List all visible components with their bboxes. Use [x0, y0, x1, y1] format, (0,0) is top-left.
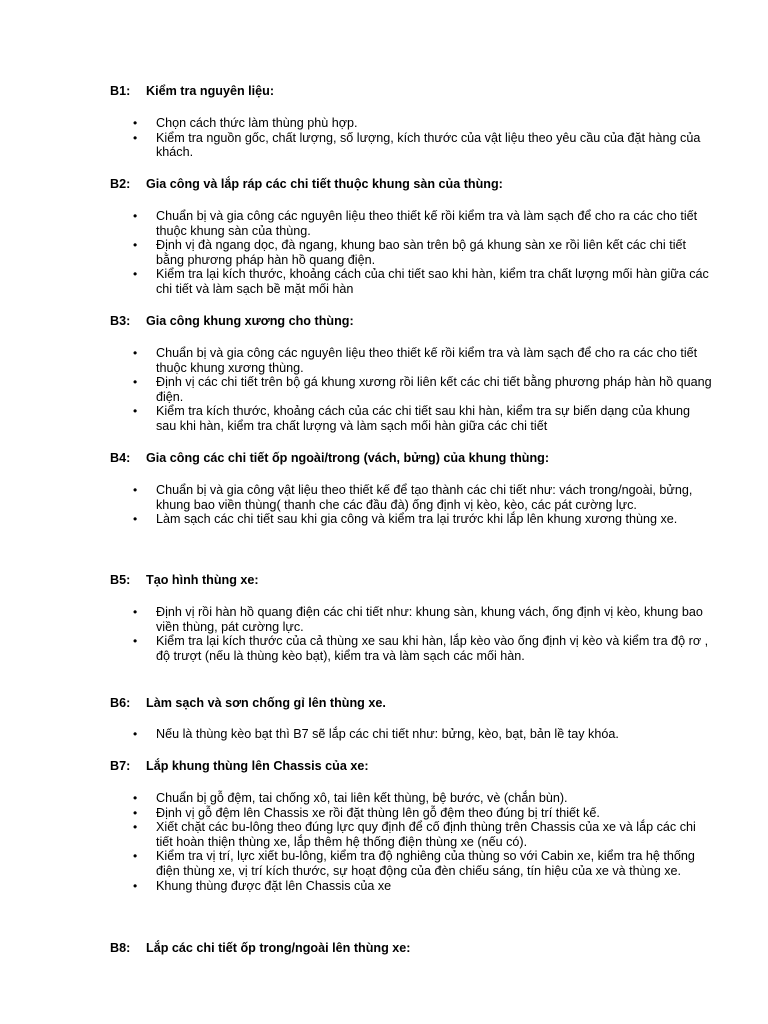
bullet-icon: •: [133, 849, 138, 864]
list-item: [110, 375, 712, 404]
step-b7: [110, 759, 710, 893]
step-heading: [110, 759, 710, 774]
step-b8: [110, 941, 710, 956]
bullet-icon: •: [133, 820, 138, 835]
bullet-icon: •: [133, 238, 138, 253]
step-code: B3:: [110, 314, 131, 328]
list-item: [110, 806, 712, 821]
step-b5: [110, 573, 710, 663]
list-item: [110, 634, 712, 663]
step-bullet-list: [110, 605, 710, 663]
step-bullet-list: [110, 346, 710, 434]
step-heading: [110, 314, 710, 329]
step-b2: [110, 177, 710, 297]
list-item-text: Chọn cách thức làm thùng phù hợp.: [156, 116, 358, 130]
bullet-icon: •: [133, 116, 138, 130]
bullet-icon: •: [133, 404, 138, 419]
list-item-text: Chuẩn bị và gia công các nguyên liệu theo thiết kế rồi kiểm tra và làm sạch để cho ra các cho tiết thuộc khung sàn của thùng.: [156, 209, 698, 238]
list-item-text: Chuẩn bị và gia công vật liệu theo thiết kế để tạo thành các chi tiết như: vách trong/ngoài, bửng, khung bao viền thùng( thanh che các đầu đà) ống định vị kèo, kèo, các pát cường lực.: [156, 483, 693, 512]
list-item-text: Kiểm tra kích thước, khoảng cách của các chi tiết sau khi hàn, kiểm tra sự biến dạng của khung sau khi hàn, kiểm tra chất lượng và làm sạch mối hàn giữa các chi tiết: [156, 404, 691, 433]
list-item: [110, 820, 712, 849]
list-item-text: Chuẩn bị và gia công các nguyên liệu theo thiết kế rồi kiểm tra và làm sạch để cho ra các cho tiết thuộc khung xương thùng.: [156, 346, 698, 375]
bullet-icon: •: [133, 634, 138, 649]
list-item: [110, 346, 712, 375]
step-title: Lắp khung thùng lên Chassis của xe:: [146, 759, 369, 773]
list-item: [110, 209, 712, 238]
list-item: [110, 116, 712, 131]
step-bullet-list: [110, 791, 710, 893]
bullet-icon: •: [133, 267, 138, 282]
step-title: Tạo hình thùng xe:: [146, 573, 259, 587]
bullet-icon: •: [133, 791, 138, 805]
list-item-text: Kiểm tra nguồn gốc, chất lượng, số lượng, kích thước của vật liệu theo yêu cầu của đặt hàng của khách.: [156, 130, 701, 160]
step-bullet-list: [110, 483, 710, 527]
list-item-text: Định vị rồi hàn hồ quang điện các chi tiết như: khung sàn, khung vách, ống định vị kèo, khung bao viền thùng, pát cường lực.: [156, 605, 703, 634]
step-code: B1:: [110, 84, 131, 98]
list-item-text: Kiểm tra lại kích thước, khoảng cách của chi tiết sao khi hàn, kiểm tra chất lượng mối hàn giữa các chi tiết và làm sạch bề mặt mối hàn: [156, 267, 709, 296]
step-code: B2:: [110, 177, 131, 191]
step-code: B8:: [110, 941, 131, 955]
list-item-text: Kiểm tra vị trí, lực xiết bu-lông, kiểm tra độ nghiêng của thùng so với Cabin xe, kiểm tra hệ thống điện thùng xe, vị trí kích thước, sự hoạt động của đèn chiếu sáng, tín hiệu của xe và thùng xe.: [156, 849, 695, 878]
list-item: [110, 238, 712, 267]
list-item-text: Định vị đà ngang dọc, đà ngang, khung bao sàn trên bộ gá khung sàn xe rồi liên kết các chi tiết bằng phương pháp hàn hồ quang điện.: [156, 238, 686, 267]
step-bullet-list: [110, 727, 710, 742]
list-item: [110, 791, 712, 806]
bullet-icon: •: [133, 346, 138, 360]
list-item-text: Khung thùng được đặt lên Chassis của xe: [156, 878, 392, 893]
step-b3: [110, 314, 710, 434]
list-item-text: Làm sạch các chi tiết sau khi gia công và kiểm tra lại trước khi lắp lên khung xương thùng xe.: [156, 512, 678, 527]
step-heading: [110, 84, 710, 99]
bullet-icon: •: [133, 605, 138, 619]
step-bullet-list: [110, 116, 710, 160]
step-heading: [110, 451, 710, 466]
list-item: [110, 483, 712, 512]
list-item-text: Kiểm tra lại kích thước của cả thùng xe sau khi hàn, lắp kèo vào ống định vị kèo và kiểm tra độ rơ , độ trượt (nếu là thùng kèo bạt), kiểm tra và làm sạch các mối hàn.: [156, 634, 709, 663]
bullet-icon: •: [133, 130, 138, 145]
list-item: [110, 267, 712, 296]
step-code: B4:: [110, 451, 131, 465]
bullet-icon: •: [133, 805, 138, 820]
step-title: Gia công khung xương cho thùng:: [146, 314, 354, 328]
step-b4: [110, 451, 710, 527]
step-code: B6:: [110, 696, 131, 710]
list-item-text: Định vị gỗ đệm lên Chassis xe rồi đặt thùng lên gỗ đệm theo đúng bị trí thiết kế.: [156, 805, 600, 820]
list-item-text: Định vị các chi tiết trên bộ gá khung xương rồi liên kết các chi tiết bằng phương pháp hàn hồ quang điện.: [156, 375, 712, 404]
bullet-icon: •: [133, 209, 138, 223]
step-heading: [110, 696, 710, 711]
step-title: Lắp các chi tiết ốp trong/ngoài lên thùng xe:: [146, 941, 411, 955]
list-item: [110, 849, 712, 878]
list-item-text: Nếu là thùng kèo bạt thì B7 sẽ lắp các chi tiết như: bửng, kèo, bạt, bản lề tay khóa.: [156, 727, 619, 741]
step-b6: [110, 696, 710, 742]
list-item: [110, 131, 712, 160]
step-title: Kiểm tra nguyên liệu:: [146, 84, 275, 98]
bullet-icon: •: [133, 375, 138, 390]
list-item: [110, 605, 712, 634]
step-heading: [110, 177, 710, 192]
bullet-icon: •: [133, 512, 138, 527]
list-item: [110, 404, 712, 433]
step-b1: [110, 84, 710, 160]
bullet-icon: •: [133, 727, 138, 741]
list-item: [110, 879, 712, 894]
step-code: B7:: [110, 759, 131, 773]
step-heading: [110, 573, 710, 588]
list-item: [110, 512, 712, 527]
list-item-text: Chuẩn bị gỗ đệm, tai chống xô, tai liên kết thùng, bệ bước, vè (chắn bùn).: [156, 791, 568, 805]
list-item-text: Xiết chặt các bu-lông theo đúng lực quy định để cố định thùng trên Chassis của xe và lắp các chi tiết hoàn thiện thùng xe, lắp thêm hệ thống điện thùng xe (nếu có).: [156, 820, 696, 849]
step-bullet-list: [110, 209, 710, 297]
step-title: Gia công các chi tiết ốp ngoài/trong (vách, bửng) của khung thùng:: [146, 451, 550, 465]
step-code: B5:: [110, 573, 131, 587]
step-title: Gia công và lắp ráp các chi tiết thuộc khung sàn của thùng:: [146, 177, 503, 191]
list-item: [110, 727, 712, 742]
step-heading: [110, 941, 710, 956]
bullet-icon: •: [133, 878, 138, 893]
step-title: Làm sạch và sơn chống gỉ lên thùng xe.: [146, 696, 386, 710]
bullet-icon: •: [133, 483, 138, 497]
